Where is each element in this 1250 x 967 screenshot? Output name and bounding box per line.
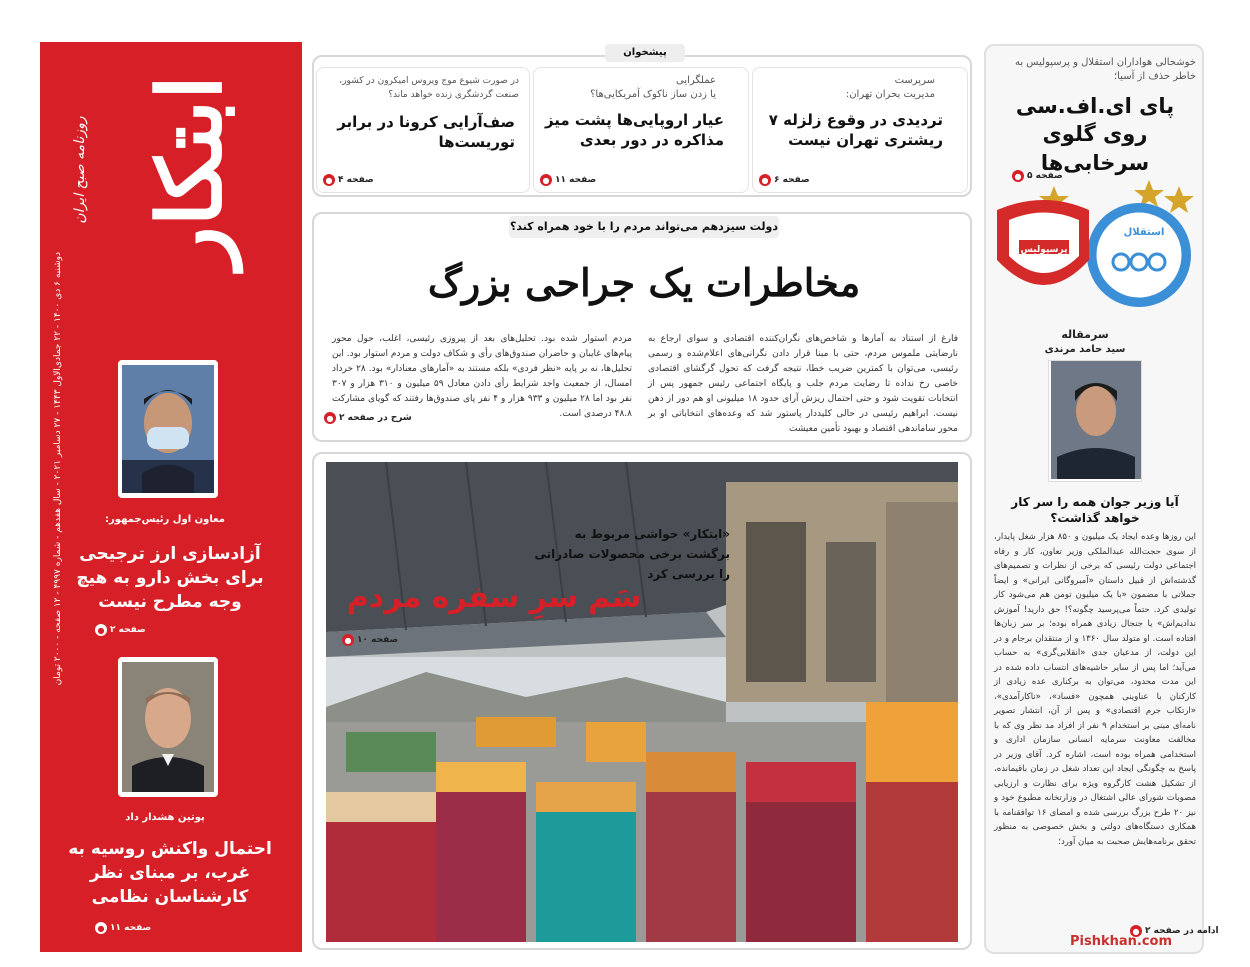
photo-frame-2 — [118, 657, 218, 797]
preview3-sub: صنعت گردشگری زنده خواهد ماند؟ — [388, 90, 519, 100]
sports-kicker: خوشحالی هواداران استقلال و پرسپولیس به خاطر حذف از آسیا؛ — [1014, 57, 1196, 82]
watermark: Pishkhan.com — [1070, 934, 1173, 949]
preview1-page: صفحه ۶ ● — [759, 174, 810, 186]
main-story[interactable] — [312, 212, 972, 442]
date-line: دوشنبه ۶ دی ۱۴۰۰ - ۲۲ جمادی‌الاول ۱۴۴۳ - ۲۷ دسامبر ۲۰۲۱ - سال هفدهم - شماره ۴۹۹۷ - ۱۲ صفحه - ۲۰۰۰ تومان — [53, 252, 63, 686]
logo-left-text: پرسپولیس — [1020, 245, 1068, 255]
author-photo-frame — [1048, 360, 1142, 482]
photo-story[interactable] — [312, 452, 972, 950]
page-dot-icon: ● — [540, 174, 552, 186]
page-dot-icon: ● — [95, 624, 107, 636]
preview2-headline: عیار اروپایی‌ها پشت میز مذاکره در دور بعدی — [544, 111, 724, 150]
story2-page[interactable]: صفحه ۱۱ ● — [95, 922, 151, 934]
masthead-tagline: روزنامه صبح ایران — [72, 116, 88, 224]
preview-item-1[interactable] — [752, 67, 968, 193]
preview3-kicker: در صورت شیوع موج ویروس امیکرون در کشور، — [339, 76, 519, 86]
editorial-title[interactable]: آیا وزیر جوان همه را سر کار خواهد گذاشت؟ — [1011, 495, 1179, 526]
main-col1: فارغ از استناد به آمارها و شاخص‌های نگران‌کننده اقتصادی و سوای ارجاع به نارضایتی ملموس مردم، حتی با مبنا قرار دادن نگرانی‌های اعلام‌شده و رسمی رئیسی، می‌توان با کمترین ضریب خطا، نتیجه گرفت که تحول گرگشای اقتصادی خاصی رخ نداده تا رضایت مردم جلب و پایگاه اجتماعی رئیس جمهور پس از انتخابات تقویت شود و حتی احتمال ریزش آرای حدود ۱۸ میلیونی او هم دور از ذهن نیست. ابراهیم رئیسی در حالی کلیددار پاستور شد که وعده‌های انتخاباتی او بر محور ساماندهی اقتصاد و بهبود تأمین معیشت — [648, 334, 958, 434]
masthead-logo — [85, 62, 295, 282]
photo-page: صفحه ۱۰ ● — [342, 634, 398, 646]
story1-page[interactable]: صفحه ۲ ● — [95, 624, 146, 636]
editorial-author: سید حامد مرندی — [1044, 344, 1126, 355]
preview2-page: صفحه ۱۱ ● — [540, 174, 596, 186]
club-logos-image — [989, 180, 1199, 310]
page-dot-icon: ● — [323, 174, 335, 186]
editorial-more: ادامه در صفحه ۲ ● — [1130, 925, 1219, 937]
preview1-sub: مدیریت بحران تهران: — [845, 89, 935, 100]
photo-kicker: «ابتکار» حواشی مربوط به برگشت برخی محصولات صادراتی را بررسی کرد — [534, 527, 730, 581]
masthead-panel — [40, 42, 302, 952]
story1-headline[interactable]: آزادسازی ارز ترجیحی برای بخش دارو به هیچ وجه مطرح نیست — [76, 544, 264, 612]
photo-headline: سَم سرِ سفره مردم — [346, 580, 642, 615]
preview-label: پیشخوان — [605, 44, 685, 62]
sports-headline[interactable]: پای ای.اف.سی روی گلوی سرخابی‌ها — [1015, 94, 1175, 175]
preview1-kicker: سرپرست — [894, 75, 935, 86]
main-kicker: دولت سیزدهم می‌تواند مردم را با خود همراه کند؟ — [509, 216, 779, 238]
story1-caption: معاون اول رئیس‌جمهور: — [105, 514, 225, 525]
main-more: شرح در صفحه ۲ ● — [324, 412, 412, 424]
preview-item-2[interactable] — [533, 67, 749, 193]
preview3-page: صفحه ۴ ● — [323, 174, 374, 186]
page-dot-icon: ● — [1130, 925, 1142, 937]
sports-page: صفحه ۵ ● — [1012, 170, 1063, 182]
page-dot-icon: ● — [759, 174, 771, 186]
author-portrait — [1051, 361, 1141, 479]
preview2-sub: یا زدن ساز ناکوک آمریکایی‌ها؟ — [590, 89, 716, 100]
photo-frame-1 — [118, 360, 218, 498]
portrait-putin — [122, 662, 214, 792]
logo-right-text: استقلال — [1123, 227, 1165, 238]
main-headline: مخاطرات یک جراحی بزرگ — [427, 260, 861, 305]
page-dot-icon: ● — [342, 634, 354, 646]
portrait-masked-official — [122, 365, 214, 493]
masthead-name: ابتکار — [138, 75, 242, 269]
preview3-headline: صف‌آرایی کرونا در برابر توریست‌ها — [337, 113, 515, 152]
page-dot-icon: ● — [95, 922, 107, 934]
main-col2: مردم استوار شده بود. تحلیل‌های بعد از پیروزی رئیسی، اغلب، حول محور پیام‌های غایبان و حاضران صندوق‌های رأی و شکاف دولت و مردم استوار بود. این تحلیل‌ها، نه بر پایه «نظر فردی» بلکه مستند به «آمارهای معنادار» بود. ۲۸ خرداد امسال، از جمعیت واجد شرایط رأی دادن معادل ۵۹ میلیون و ۳۱۰ هزار و ۳۰۷ نفر بود اما ۲۸ میلیون و ۹۳۳ هزار و ۴ نفر پای صندوق‌ها رفتند که گویای مشارکت ۴۸.۸ درصدی است. — [332, 334, 632, 419]
preview-item-3[interactable] — [316, 67, 530, 193]
editorial-body: این روزها وعده ایجاد یک میلیون و ۸۵۰ هزار شغل پایدار، از سوی حجت‌الله عبدالملکی وزیر تعاون، کار و رفاه اجتماعی دولت رئیسی که برخی از نظرات و تصمیم‌های گذشته‌اش از قبیل داستان «آمبروگانی ایرانی» و ایضاً جملاتی با مضمون «با یک میلیون تومن هم می‌شود کار تولیدی کرد. حتماً می‌پرسید چگونه؟! حق دارید! آموزش ندادیم‌اش» یا جنجال زیادی همراه بوده؛ بر سر زبان‌ها افتاده است. او متولد سال ۱۳۶۰ و از منتقدان برجام و در این دولت، از مدعیان جدی «انقلابی‌گری» به حساب می‌آید؛ اما پس از سایر حاشیه‌های انتساب داده شده در این مدت محدود، می‌توان به برکناری عده‌ زیادی از کارکنان با عناوینی همچون «فساد»، «ناکارآمدی»، «ارتکاب جرم اقتصادی» و پس از آن، انتشار تصویر نامه‌ای مبنی بر استخدام ۹ نفر از افراد مد نظر وی که با مخالفت معاونت سرمایه انسانی سازمان اداری و استخدامی همراه بوده است، اشاره کرد. آقای وزیر در پاسخ به چگونگی ایجاد این تعداد شغل در زمان باقیمانده، از تشکیل هشت کارگروه ویژه برای نظارت و ارزیابی مصوبات شورای عالی اشتغال در وزارتخانه مطبوع خود و نیز ۲۰ طرح بزرگ بررسی شده و امضای ۱۶ توافقنامه با همکاری دستگاه‌های دولتی و بخش خصوصی به منظور تحقق برنامه‌هایش صحبت به میان آورد؛ — [994, 532, 1196, 847]
preview1-headline: تردیدی در وقوع زلزله ۷ ریشتری تهران نیست — [768, 111, 943, 150]
page-dot-icon: ● — [324, 412, 336, 424]
editorial-label: سرمقاله — [1061, 328, 1109, 341]
page-dot-icon: ● — [1012, 170, 1024, 182]
story2-headline[interactable]: احتمال واکنش روسیه به غرب، بر مبنای نظر کارشناسان نظامی — [68, 839, 272, 907]
preview2-kicker: عملگرایی — [676, 75, 716, 86]
story2-caption: پوتین هشدار داد — [125, 812, 205, 823]
